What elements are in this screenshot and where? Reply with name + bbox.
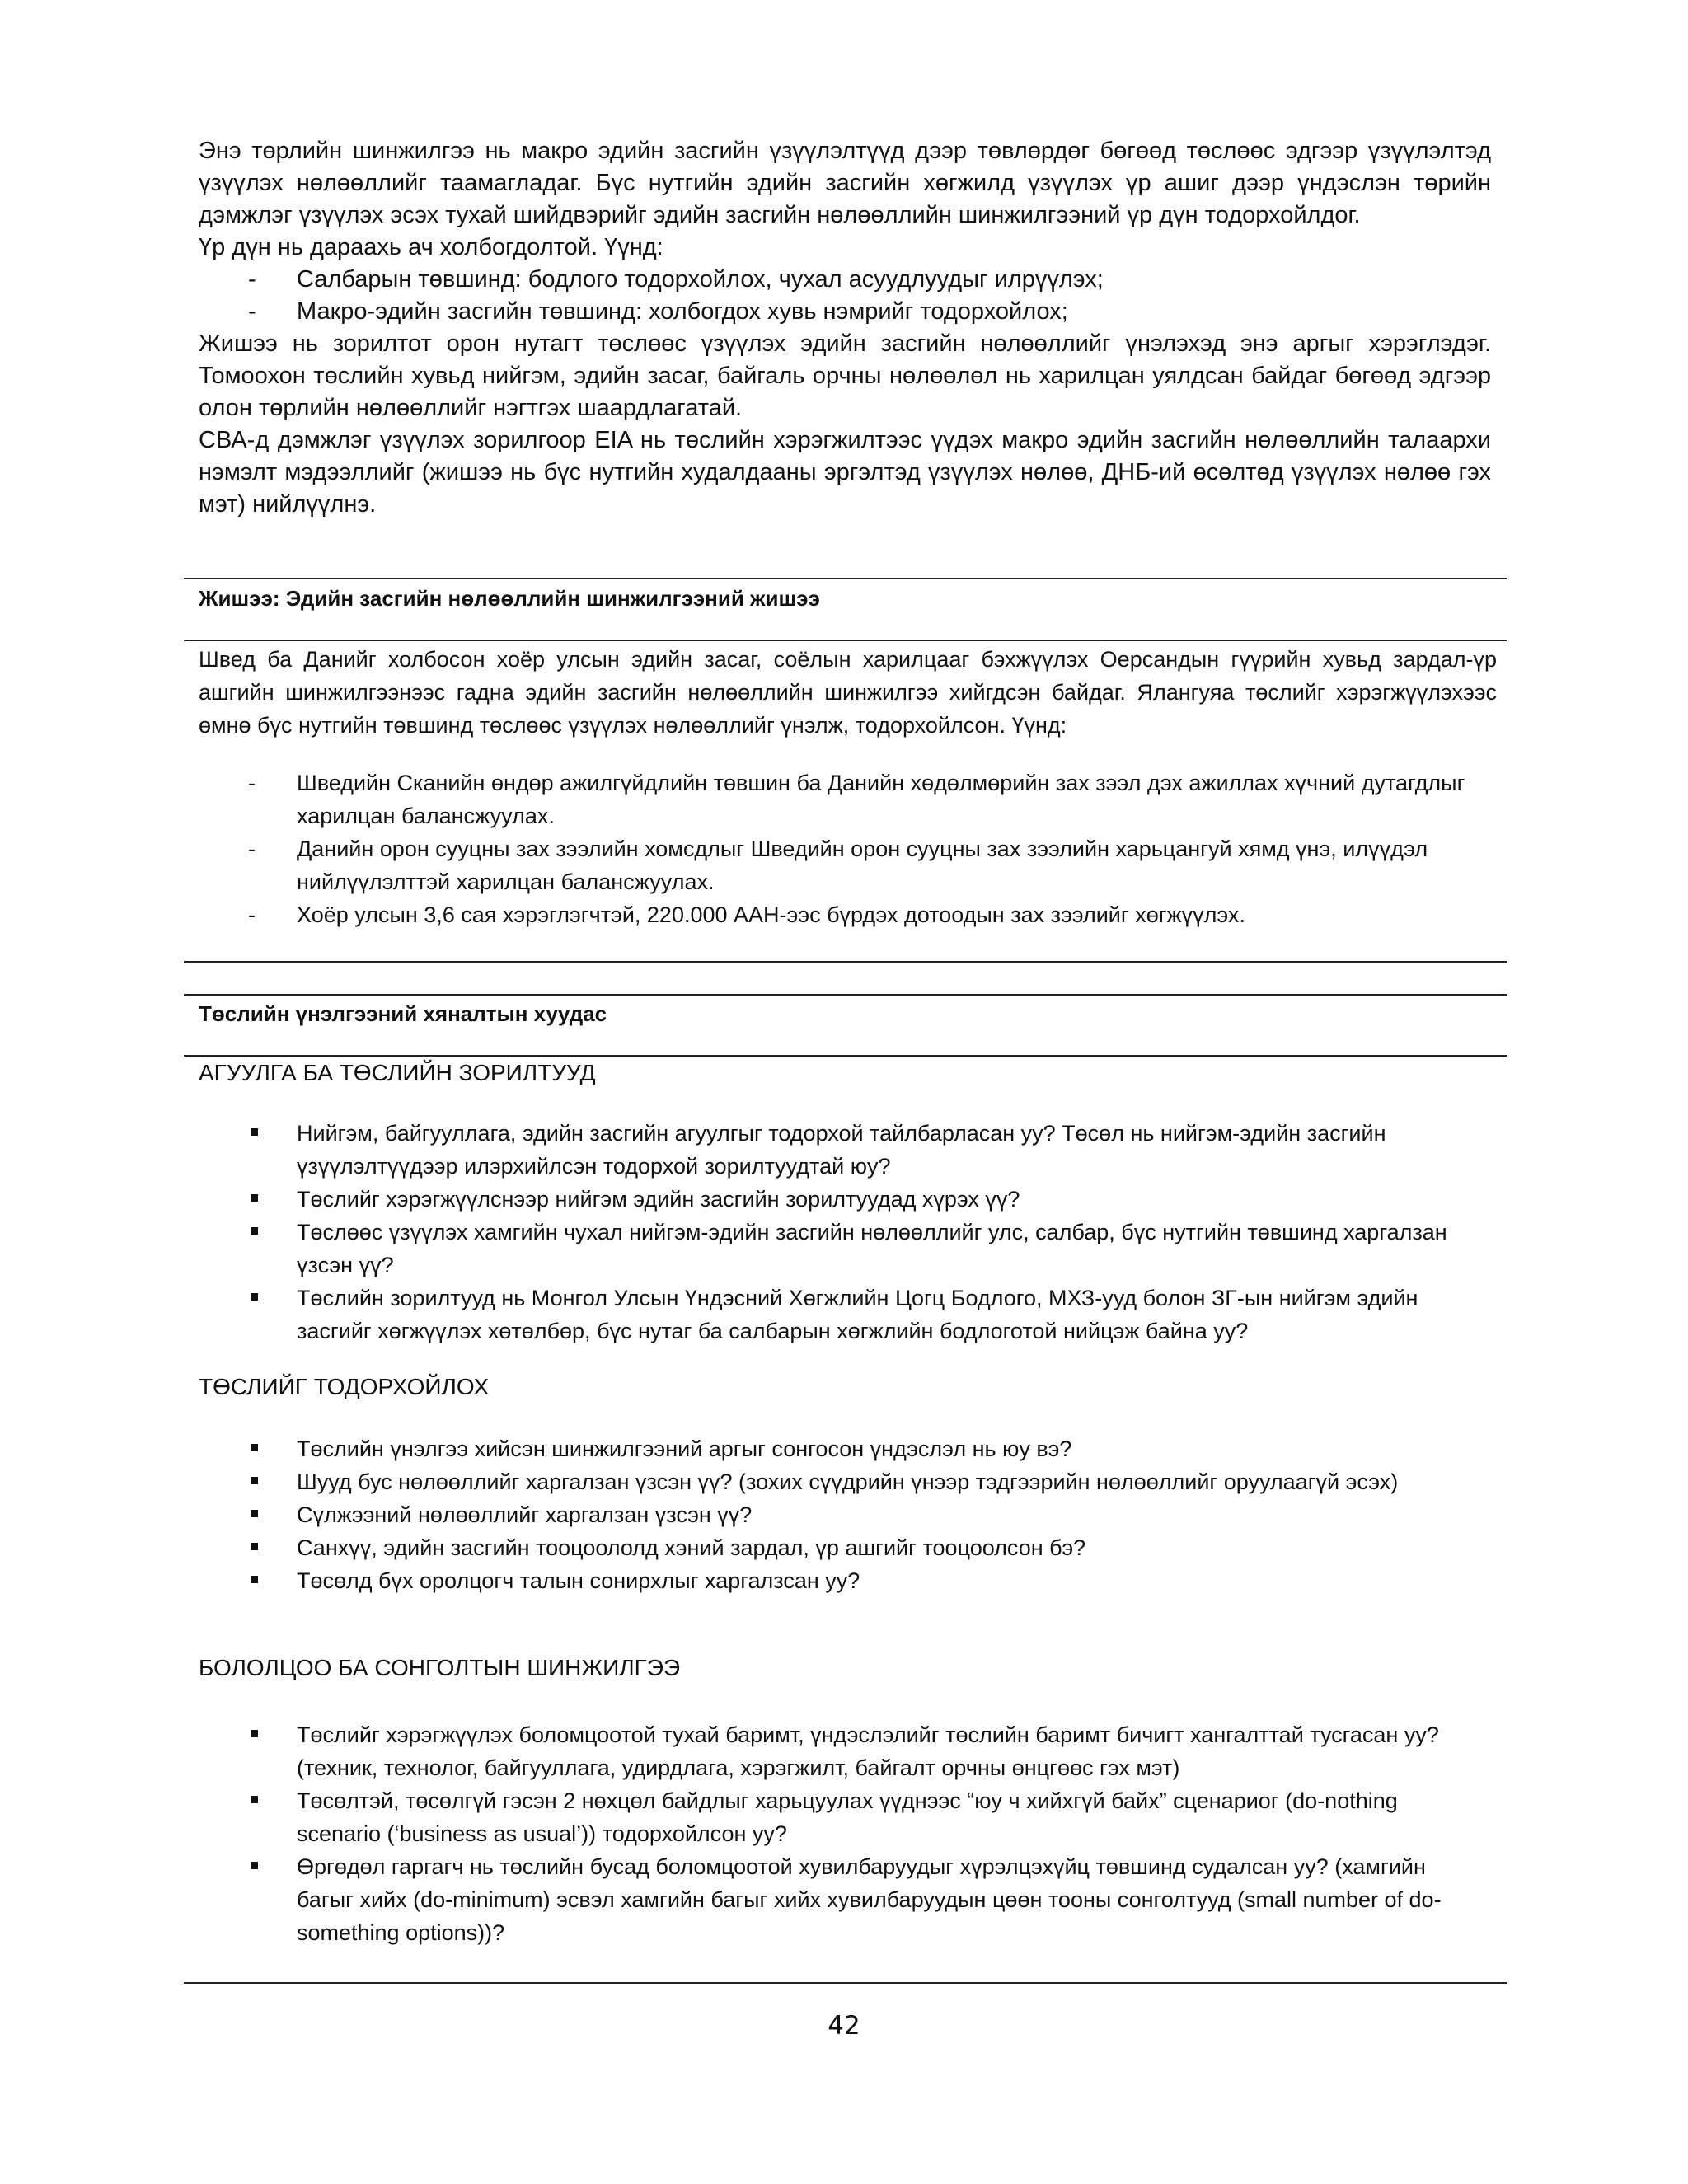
example-box-bottom-rule <box>184 961 1507 963</box>
list-item <box>199 1718 1484 1784</box>
section-goals-list <box>199 1117 1484 1347</box>
square-bullet-icon <box>251 1510 258 1517</box>
list-item-text: Төслийн үнэлгээ хийсэн шинжилгээний аргыг сонгосон үндэслэл нь юу вэ? <box>297 1436 1072 1461</box>
intro-text <box>199 135 1491 521</box>
example-box-body <box>199 643 1497 742</box>
square-bullet-icon <box>251 1796 258 1803</box>
list-item <box>199 766 1497 832</box>
list-item-text: Шведийн Сканийн өндөр ажилгүйдлийн төвшин ба Данийн хөдөлмөрийн зах зээл дэх ажиллах хүчний дутагдлыг харилцан балансжуулах. <box>297 771 1465 828</box>
list-item <box>199 1432 1484 1465</box>
dash-marker: - <box>248 771 256 795</box>
list-item-text: Макро-эдийн засгийн төвшинд: холбогдох хувь нэмрийг тодорхойлох; <box>297 298 1068 325</box>
section-heading-definition: ТӨСЛИЙГ ТОДОРХОЙЛОХ <box>199 1374 490 1399</box>
list-item <box>199 1564 1484 1597</box>
checklist-bottom-rule <box>184 1982 1507 1984</box>
list-item-text: Төсөлд бүх оролцогч талын сонирхлыг харгалзсан уу? <box>297 1568 860 1593</box>
list-item-text: Өргөдөл гаргагч нь төслийн бусад боломцоотой хувилбаруудыг хүрэлцэхүйц төвшинд судалсан уу? (хамгийн багыг хийх (do-minimum) эсвэл хамгийн багыг хийх хувилбаруудын цөөн тооны сонголтууд (small number of do-something options))? <box>297 1854 1442 1945</box>
dash-marker: - <box>248 298 256 325</box>
checklist-title-rule <box>184 1055 1507 1057</box>
square-bullet-icon <box>251 1543 258 1550</box>
list-item-text: Сүлжээний нөлөөллийг харгалзан үзсэн үү? <box>297 1502 753 1527</box>
list-item-text: Төслөөс үзүүлэх хамгийн чухал нийгэм-эдийн засгийн нөлөөллийг улс, салбар, бүс нутгийн төвшинд харгалзан үзсэн үү? <box>297 1220 1447 1277</box>
intro-paragraph-2: Үр дүн нь дараахь ач холбогдолтой. Үүнд: <box>199 234 663 260</box>
dash-marker: - <box>248 266 256 293</box>
list-item <box>199 1282 1484 1347</box>
section-definition-list <box>199 1432 1484 1597</box>
list-item <box>199 1117 1484 1183</box>
square-bullet-icon <box>251 1227 258 1235</box>
intro-paragraph-1: Энэ төрлийн шинжилгээ нь макро эдийн засгийн үзүүлэлтүүд дээр төвлөрдөг бөгөөд төслөөс эдгээр үзүүлэлтэд үзүүлэх нөлөөллийг таамагладаг. Бүс нутгийн эдийн засгийн хөгжилд үзүүлэх үр ашиг дээр үндэслэн төрийн дэмжлэг үзүүлэх эсэх тухай шийдвэрийг эдийн засгийн нөлөөллийн шинжилгээний үр дүн тодорхойлдог. <box>199 138 1491 228</box>
square-bullet-icon <box>251 1730 258 1737</box>
list-item-text: Данийн орон сууцны зах зээлийн хомсдлыг Шведийн орон сууцны зах зээлийн харьцангуй хямд үнэ, илүүдэл нийлүүлэлттэй харилцан балансжуулах. <box>297 837 1428 894</box>
page-number: 42 <box>828 2011 860 2041</box>
section-options-list <box>199 1718 1484 1949</box>
checklist-title: Төслийн үнэлгээний хяналтын хуудас <box>199 1001 607 1026</box>
example-box-top-rule <box>184 578 1507 579</box>
square-bullet-icon <box>251 1128 258 1136</box>
example-box-title-rule <box>184 640 1507 641</box>
example-box-title: Жишээ: Эдийн засгийн нөлөөллийн шинжилгээний жишээ <box>199 586 820 611</box>
dash-marker: - <box>248 902 256 927</box>
list-item <box>199 264 1491 296</box>
list-item <box>199 1216 1484 1282</box>
example-box-list <box>199 766 1497 931</box>
list-item-text: Төслийг хэрэгжүүлснээр нийгэм эдийн засгийн зорилтуудад хүрэх үү? <box>297 1187 1020 1212</box>
square-bullet-icon <box>251 1576 258 1583</box>
square-bullet-icon <box>251 1444 258 1451</box>
list-item-text: Төсөлтэй, төсөлгүй гэсэн 2 нөхцөл байдлыг харьцуулах үүднээс “юу ч хийхгүй байх” сценариог (do-nothing scenario (‘business as usual’)) тодорхойлсон уу? <box>297 1788 1398 1846</box>
intro-paragraph-4: СВА-д дэмжлэг үзүүлэх зорилгоор EIA нь төслийн хэрэгжилтээс үүдэх макро эдийн засгийн нөлөөллийн талаархи нэмэлт мэдээллийг (жишээ нь бүс нутгийн худалдааны эргэлтэд үзүүлэх нөлөө, ДНБ-ий өсөлтөд үзүүлэх нөлөө гэх мэт) нийлүүлнэ. <box>199 427 1491 518</box>
list-item <box>199 1531 1484 1564</box>
list-item <box>199 1784 1484 1850</box>
list-item <box>199 296 1491 328</box>
list-item <box>199 1850 1484 1949</box>
dash-marker: - <box>248 837 256 861</box>
list-item-text: Салбарын төвшинд: бодлого тодорхойлох, чухал асуудлуудыг илрүүлэх; <box>297 266 1104 293</box>
list-item-text: Шууд бус нөлөөллийг харгалзан үзсэн үү? (зохих сүүдрийн үнээр тэдгээрийн нөлөөллийг оруулаагүй эсэх) <box>297 1469 1399 1494</box>
list-item-text: Төслийн зорилтууд нь Монгол Улсын Үндэсний Хөгжлийн Цогц Бодлого, МХЗ-ууд болон ЗГ-ын нийгэм эдийн засгийг хөгжүүлэх хөтөлбөр, бүс нутаг ба салбарын хөгжлийн бодлоготой нийцэж байна уу? <box>297 1286 1418 1343</box>
list-item-text: Хоёр улсын 3,6 сая хэрэглэгчтэй, 220.000 ААН-ээс бүрдэх дотоодын зах зээлийг хөгжүүлэх. <box>297 902 1245 927</box>
list-item <box>199 832 1497 898</box>
section-heading-goals: АГУУЛГА БА ТӨСЛИЙН ЗОРИЛТУУД <box>199 1060 596 1085</box>
square-bullet-icon <box>251 1477 258 1484</box>
square-bullet-icon <box>251 1293 258 1301</box>
checklist-top-rule <box>184 994 1507 996</box>
intro-dash-list <box>199 264 1491 328</box>
intro-paragraph-3: Жишээ нь зорилтот орон нутагт төслөөс үзүүлэх эдийн засгийн нөлөөллийг үнэлэхэд энэ аргыг хэрэглэдэг. Томоохон төслийн хувьд нийгэм, эдийн засаг, байгаль орчны нөлөөлөл нь харилцан уялдсан байдаг бөгөөд эдгээр олон төрлийн нөлөөллийг нэгтгэх шаардлагатай. <box>199 330 1491 421</box>
list-item-text: Төслийг хэрэгжүүлэх боломцоотой тухай баримт, үндэслэлийг төслийн баримт бичигт хангалттай тусгасан уу? (техник, технолог, байгууллага, удирдлага, хэрэгжилт, байгалт орчны өнцгөөс гэх мэт) <box>297 1722 1439 1780</box>
list-item <box>199 898 1497 931</box>
list-item-text: Нийгэм, байгууллага, эдийн засгийн агуулгыг тодорхой тайлбарласан уу? Төсөл нь нийгэм-эдийн засгийн үзүүлэлтүүдээр илэрхийлсэн тодорхой зорилтуудтай юу? <box>297 1121 1386 1179</box>
list-item-text: Санхүү, эдийн засгийн тооцоололд хэний зардал, үр ашгийг тооцоолсон бэ? <box>297 1535 1086 1560</box>
square-bullet-icon <box>251 1862 258 1869</box>
square-bullet-icon <box>251 1194 258 1202</box>
list-item <box>199 1183 1484 1216</box>
example-box-paragraph: Швед ба Данийг холбосон хоёр улсын эдийн засаг, соёлын харилцааг бэхжүүлэх Оерсандын гүүрийн хувьд зардал-үр ашгийн шинжилгээнээс гадна эдийн засгийн нөлөөллийн шинжилгээ хийгдсэн байдаг. Ялангуяа төслийг хэрэгжүүлэхээс өмнө бүс нутгийн төвшинд төслөөс үзүүлэх нөлөөллийг үнэлж, тодорхойлсон. Үүнд: <box>199 647 1497 738</box>
section-heading-options: БОЛОЛЦОО БА СОНГОЛТЫН ШИНЖИЛГЭЭ <box>199 1655 681 1680</box>
list-item <box>199 1498 1484 1531</box>
list-item <box>199 1465 1484 1498</box>
